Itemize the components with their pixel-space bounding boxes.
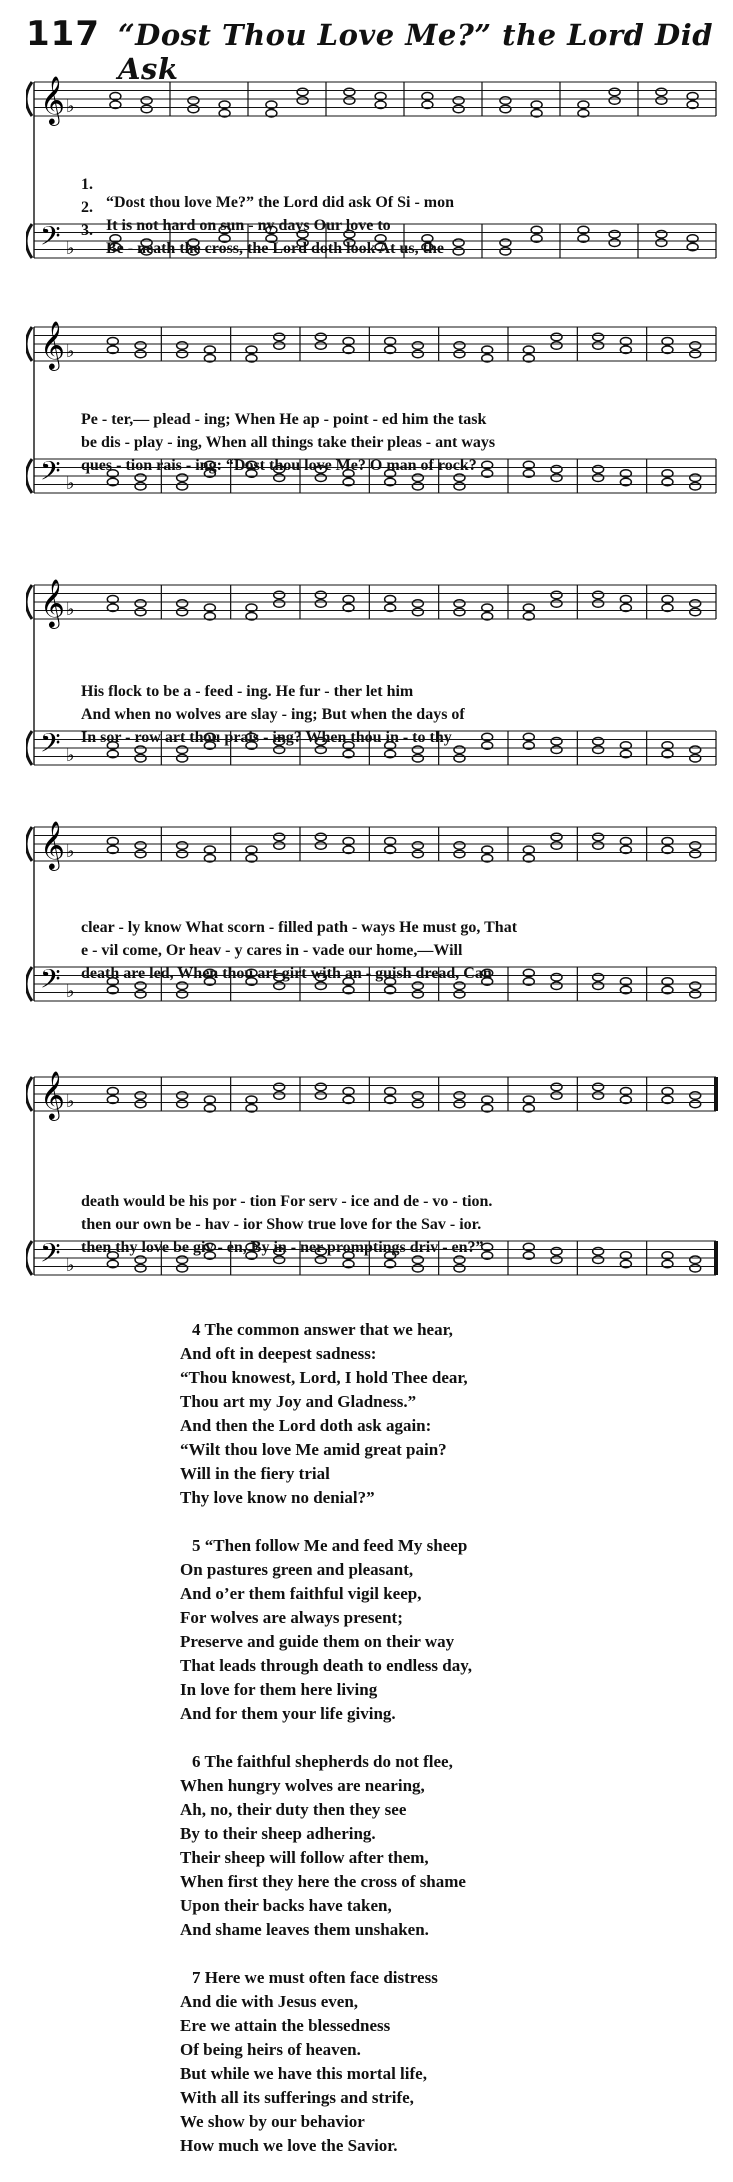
flat-icon: ♭ [66, 1091, 75, 1112]
note-head [454, 1100, 465, 1108]
lyric-text: His flock to be a - feed - ing. He fur - ther let him [81, 683, 414, 700]
note-head [177, 1100, 188, 1108]
note-head [609, 230, 620, 238]
note-head [412, 1092, 423, 1100]
stanza-line: But while we have this mortal life, [180, 2064, 427, 2083]
stanza-line: On pastures green and pleasant, [180, 1560, 414, 1579]
note-head [690, 754, 701, 762]
bass-clef-icon: 𝄢 [40, 727, 61, 765]
note-head [315, 591, 326, 599]
note-head [500, 105, 511, 113]
note-head [135, 608, 146, 616]
note-head [274, 333, 285, 341]
stanza-line: “Thou knowest, Lord, I hold Thee dear, [180, 1368, 468, 1387]
stanza-line: Ah, no, their duty then they see [180, 1800, 407, 1819]
note-head [135, 754, 146, 762]
additional-stanzas [180, 1318, 700, 2182]
lyric-text: Be - neath the cross, the Lord doth look At us, the [106, 240, 444, 257]
lyric-line [26, 947, 720, 982]
note-head [297, 97, 308, 105]
note-head [412, 990, 423, 998]
stanza-line: Upon their backs have taken, [180, 1896, 392, 1915]
treble-clef-icon: 𝄞 [40, 75, 65, 124]
brace-icon [26, 585, 32, 619]
lyric-line [26, 665, 720, 700]
note-head [135, 1264, 146, 1272]
note-head [177, 1256, 188, 1264]
lyric-line [26, 158, 720, 211]
lyric-line [26, 924, 720, 959]
note-head [141, 97, 152, 105]
lyric-line [26, 901, 720, 936]
note-head [297, 88, 308, 96]
note-head [135, 990, 146, 998]
stanza-line: Thy love know no denial?” [180, 1488, 375, 1507]
note-head [500, 239, 511, 247]
stanza-line: And o’er them faithful vigil keep, [180, 1584, 422, 1603]
lyric-text: then thy love be giv - en, By in - ner promptings driv - en?” [81, 1239, 484, 1256]
note-head [454, 1256, 465, 1264]
note-head [315, 842, 326, 850]
note-head [454, 842, 465, 850]
note-head [551, 746, 562, 754]
stanza-6 [180, 1750, 700, 1942]
note-head [609, 239, 620, 247]
note-head [593, 1256, 604, 1264]
stanza-line: When hungry wolves are nearing, [180, 1776, 425, 1795]
note-head [315, 474, 326, 482]
note-head [690, 1256, 701, 1264]
note-head [135, 1092, 146, 1100]
note-head [593, 333, 604, 341]
flat-icon: ♭ [66, 238, 75, 259]
note-head [135, 350, 146, 358]
lyric-line [26, 711, 720, 746]
note-head [344, 97, 355, 105]
note-head [551, 465, 562, 473]
note-head [453, 105, 464, 113]
lyric-text: e - vil come, Or heav - y cares in - vade our home,—Will [81, 942, 463, 959]
note-head [551, 1092, 562, 1100]
note-head [690, 474, 701, 482]
note-head [690, 1092, 701, 1100]
stanza-line: “Wilt thou love Me amid great pain? [180, 1440, 447, 1459]
lyric-line [26, 204, 720, 257]
treble-clef-icon: 𝄞 [40, 820, 65, 869]
flat-icon: ♭ [66, 473, 75, 494]
note-head [551, 600, 562, 608]
note-head [593, 1247, 604, 1255]
flat-icon: ♭ [66, 1255, 75, 1276]
stanza-7 [180, 1966, 700, 2158]
lyric-text: be dis - play - ing, When all things take their pleas - ant ways [81, 434, 496, 451]
note-head [593, 842, 604, 850]
stanza-line: And oft in deepest sadness: [180, 1344, 377, 1363]
note-head [454, 746, 465, 754]
note-head [135, 850, 146, 858]
lyric-text: then our own be - hav - ior Show true love for the Sav - ior. [81, 1216, 482, 1233]
note-head [177, 842, 188, 850]
note-head [412, 850, 423, 858]
note-head [551, 842, 562, 850]
note-head [454, 474, 465, 482]
note-head [690, 342, 701, 350]
note-head [412, 842, 423, 850]
note-head [141, 105, 152, 113]
lyric-line [26, 1175, 720, 1210]
note-head [656, 97, 667, 105]
note-head [593, 1092, 604, 1100]
note-head [135, 746, 146, 754]
note-head [274, 746, 285, 754]
music-system-4 [26, 805, 720, 1045]
note-head [315, 746, 326, 754]
brace-icon [26, 1077, 32, 1111]
note-head [135, 342, 146, 350]
note-head [690, 850, 701, 858]
note-head [690, 600, 701, 608]
note-head [274, 842, 285, 850]
lyric-text: death are led, When thou art girt with an - guish dread, Can [81, 965, 492, 982]
stanza-line: By to their sheep adhering. [180, 1824, 376, 1843]
note-head [315, 1083, 326, 1091]
note-head [274, 1256, 285, 1264]
bass-clef-icon: 𝄢 [40, 963, 61, 1001]
lyric-line [26, 439, 720, 474]
note-head [453, 239, 464, 247]
hymn-number: 117 [26, 14, 100, 54]
stanza-line: 4 The common answer that we hear, [192, 1320, 453, 1339]
note-head [551, 342, 562, 350]
note-head [551, 333, 562, 341]
note-head [315, 342, 326, 350]
note-head [177, 474, 188, 482]
stanza-line: Their sheep will follow after them, [180, 1848, 429, 1867]
note-head [690, 746, 701, 754]
lyric-text: And when no wolves are slay - ing; But when the days of [81, 706, 465, 723]
note-head [500, 97, 511, 105]
lyric-text: It is not hard on sun - ny days Our love to [106, 217, 391, 234]
lyric-line [26, 688, 720, 723]
note-head [177, 608, 188, 616]
note-head [551, 591, 562, 599]
bass-clef-icon: 𝄢 [40, 1237, 61, 1275]
note-head [135, 474, 146, 482]
note-head [593, 737, 604, 745]
note-head [177, 600, 188, 608]
lyric-text: Pe - ter,— plead - ing; When He ap - point - ed him the task [81, 411, 487, 428]
note-head [412, 1100, 423, 1108]
note-head [412, 982, 423, 990]
note-head [274, 474, 285, 482]
note-head [690, 990, 701, 998]
note-head [454, 350, 465, 358]
note-head [315, 982, 326, 990]
note-head [690, 608, 701, 616]
lyric-line [26, 181, 720, 234]
note-head [188, 105, 199, 113]
stanza-line: That leads through death to endless day, [180, 1656, 473, 1675]
treble-clef-icon: 𝄞 [40, 1070, 65, 1119]
note-head [274, 600, 285, 608]
stanza-line: Thou art my Joy and Gladness.” [180, 1392, 417, 1411]
note-head [690, 350, 701, 358]
note-head [177, 1264, 188, 1272]
note-head [412, 600, 423, 608]
note-head [551, 1247, 562, 1255]
hymn-title: “Dost Thou Love Me?” the Lord Did Ask [118, 18, 713, 86]
note-head [593, 1083, 604, 1091]
note-head [177, 482, 188, 490]
treble-clef-icon: 𝄞 [40, 578, 65, 627]
stanza-line: With all its sufferings and strife, [180, 2088, 414, 2107]
note-head [135, 482, 146, 490]
note-head [344, 88, 355, 96]
note-head [454, 850, 465, 858]
note-head [454, 990, 465, 998]
note-head [177, 982, 188, 990]
note-head [177, 1092, 188, 1100]
flat-icon: ♭ [66, 96, 75, 117]
note-head [593, 982, 604, 990]
stanza-line: And die with Jesus even, [180, 1992, 359, 2011]
lyric-line [26, 1198, 720, 1233]
note-head [274, 1083, 285, 1091]
lyric-text: In sor - row art thou prais - ing? When thou in - to thy [81, 729, 452, 746]
note-head [609, 97, 620, 105]
stanza-5 [180, 1534, 700, 1726]
stanza-line: Will in the fiery trial [180, 1464, 330, 1483]
note-head [454, 1264, 465, 1272]
note-head [315, 333, 326, 341]
note-head [690, 982, 701, 990]
music-system-2 [26, 305, 720, 545]
note-head [135, 1100, 146, 1108]
stanza-line: Preserve and guide them on their way [180, 1632, 455, 1651]
note-head [274, 833, 285, 841]
verse-number: 1. [81, 176, 93, 193]
note-head [656, 239, 667, 247]
note-head [593, 465, 604, 473]
note-head [274, 342, 285, 350]
stanza-line: We show by our behavior [180, 2112, 365, 2131]
note-head [177, 754, 188, 762]
note-head [177, 850, 188, 858]
note-head [656, 88, 667, 96]
flat-icon: ♭ [66, 841, 75, 862]
note-head [454, 1092, 465, 1100]
note-head [274, 982, 285, 990]
note-head [593, 746, 604, 754]
note-head [315, 1092, 326, 1100]
stanza-line: For wolves are always present; [180, 1608, 403, 1627]
note-head [454, 600, 465, 608]
note-head [412, 754, 423, 762]
treble-clef-icon: 𝄞 [40, 320, 65, 369]
stanza-line: Ere we attain the blessedness [180, 2016, 391, 2035]
note-head [177, 990, 188, 998]
note-head [412, 474, 423, 482]
note-head [593, 600, 604, 608]
note-head [454, 482, 465, 490]
bass-clef-icon: 𝄢 [40, 455, 61, 493]
lyric-text: “Dost thou love Me?” the Lord did ask Of Si - mon [106, 194, 455, 211]
note-head [551, 737, 562, 745]
stanza-line: And shame leaves them unshaken. [180, 1920, 429, 1939]
lyric-text: ques - tion rais - ing: “Dost thou love Me? O man of rock? [81, 457, 477, 474]
lyric-line [26, 1221, 720, 1256]
note-head [412, 608, 423, 616]
note-head [412, 1264, 423, 1272]
note-head [656, 230, 667, 238]
flat-icon: ♭ [66, 745, 75, 766]
note-head [690, 842, 701, 850]
note-head [593, 591, 604, 599]
note-head [454, 608, 465, 616]
note-head [412, 746, 423, 754]
note-head [551, 1256, 562, 1264]
note-head [690, 1264, 701, 1272]
brace-icon [26, 327, 32, 361]
music-system-5 [26, 1055, 720, 1295]
note-head [454, 982, 465, 990]
bass-clef-icon: 𝄢 [40, 220, 61, 258]
note-head [551, 1083, 562, 1091]
note-head [551, 973, 562, 981]
note-head [135, 842, 146, 850]
lyric-line [26, 393, 720, 428]
note-head [274, 591, 285, 599]
stanza-line: Of being heirs of heaven. [180, 2040, 361, 2059]
stanza-line: And then the Lord doth ask again: [180, 1416, 432, 1435]
note-head [177, 746, 188, 754]
note-head [135, 600, 146, 608]
stanza-line: How much we love the Savior. [180, 2136, 398, 2155]
note-head [315, 1256, 326, 1264]
note-head [593, 973, 604, 981]
note-head [412, 482, 423, 490]
hymn-header [26, 14, 716, 86]
note-head [593, 833, 604, 841]
note-head [188, 97, 199, 105]
note-head [274, 1092, 285, 1100]
note-head [135, 982, 146, 990]
note-head [412, 350, 423, 358]
note-head [593, 474, 604, 482]
verse-number: 2. [81, 199, 93, 216]
verse-number: 3. [81, 222, 93, 239]
note-head [500, 247, 511, 255]
lyric-text: death would be his por - tion For serv - ice and de - vo - tion. [81, 1193, 493, 1210]
lyric-line [26, 416, 720, 451]
note-head [609, 88, 620, 96]
note-head [593, 342, 604, 350]
note-head [135, 1256, 146, 1264]
stanza-line: And for them your life giving. [180, 1704, 396, 1723]
music-staves [26, 60, 720, 300]
note-head [315, 833, 326, 841]
note-head [551, 833, 562, 841]
note-head [454, 754, 465, 762]
note-head [412, 1256, 423, 1264]
note-head [315, 600, 326, 608]
note-head [690, 1100, 701, 1108]
brace-icon [26, 827, 32, 861]
note-head [177, 350, 188, 358]
stanza-line: 6 The faithful shepherds do not flee, [192, 1752, 453, 1771]
music-system-3 [26, 555, 720, 795]
lyric-text: clear - ly know What scorn - filled path - ways He must go, That [81, 919, 518, 936]
note-head [453, 247, 464, 255]
note-head [690, 482, 701, 490]
note-head [412, 342, 423, 350]
stanza-line: When first they here the cross of shame [180, 1872, 466, 1891]
stanza-line: 5 “Then follow Me and feed My sheep [192, 1536, 468, 1555]
note-head [551, 474, 562, 482]
stanza-line: 7 Here we must often face distress [192, 1968, 438, 1987]
flat-icon: ♭ [66, 341, 75, 362]
music-system-1 [26, 60, 720, 300]
note-head [177, 342, 188, 350]
stanza-4 [180, 1318, 700, 1510]
note-head [454, 342, 465, 350]
note-head [453, 97, 464, 105]
flat-icon: ♭ [66, 981, 75, 1002]
stanza-line: In love for them here living [180, 1680, 378, 1699]
note-head [551, 982, 562, 990]
flat-icon: ♭ [66, 599, 75, 620]
brace-icon [26, 82, 32, 116]
